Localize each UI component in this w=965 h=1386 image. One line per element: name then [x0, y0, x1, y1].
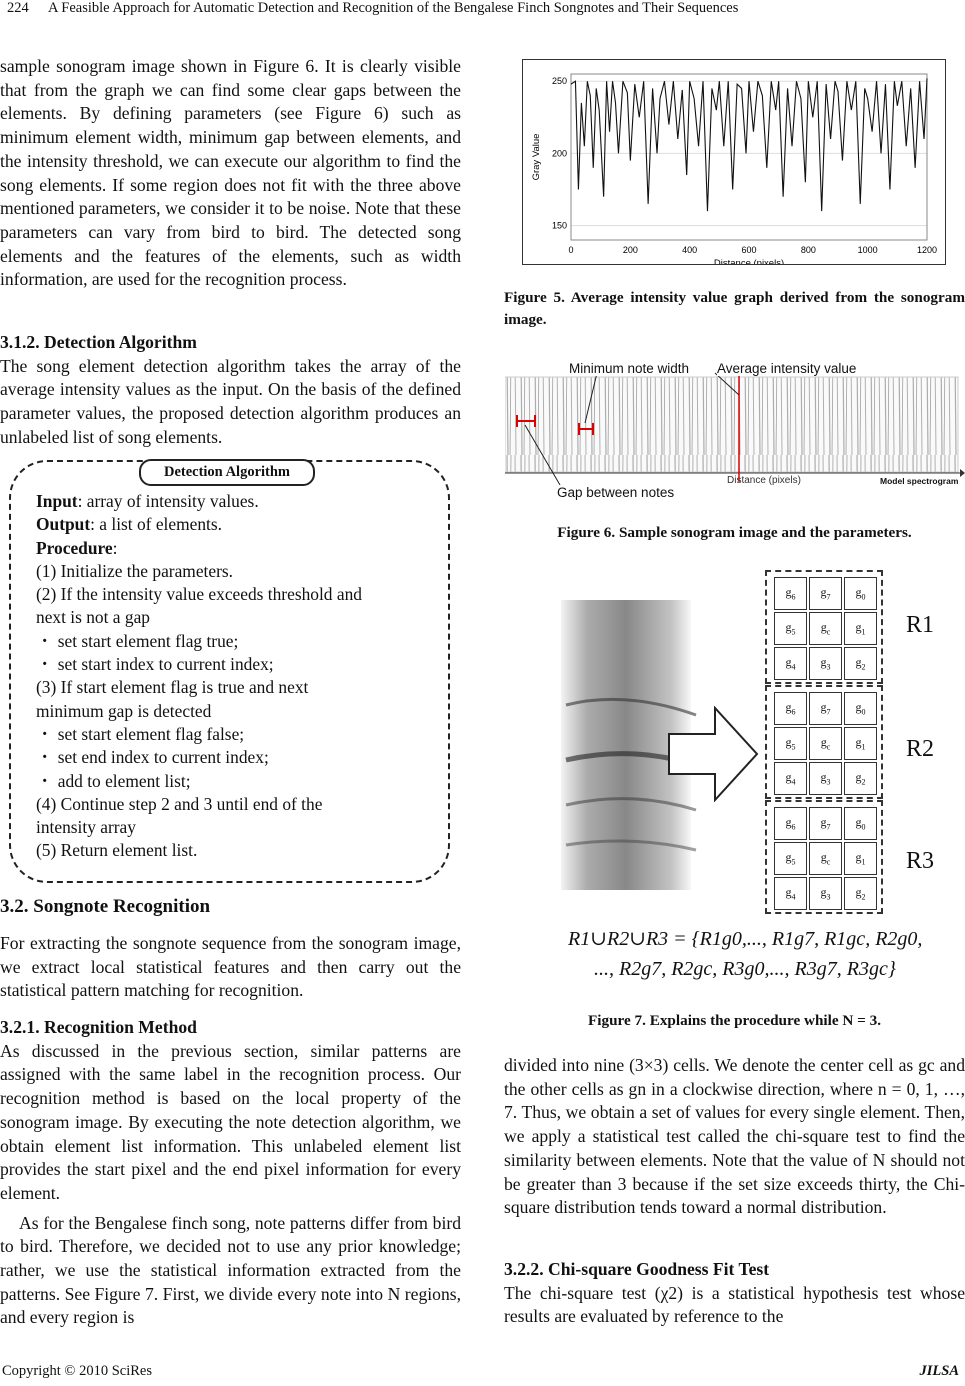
paragraph-7: The chi-square test (χ2) is a statistical hypothesis test whose results are evaluated by reference to the	[504, 1282, 965, 1327]
grid-cell: $g_5$	[774, 612, 807, 645]
region-label-r3: R3	[906, 848, 935, 874]
algorithm-tag: Detection Algorithm	[139, 459, 315, 486]
algo-line: ・ set end index to current index;	[36, 747, 269, 768]
grid-cell: $g_1$	[844, 842, 877, 875]
algo-line: minimum gap is detected	[36, 700, 212, 721]
grid-cell: $g_7$	[809, 692, 842, 725]
grid-cell: $g_1$	[844, 727, 877, 760]
grid-cell: $g_3$	[809, 647, 842, 680]
x-tick-label: 600	[741, 245, 757, 255]
grid-cell: $g_3$	[809, 877, 842, 910]
procedure-colon: :	[112, 537, 118, 558]
y-tick-label: 200	[551, 148, 567, 159]
region-grid-1	[765, 570, 883, 684]
section-3-2-1	[0, 1016, 461, 1330]
equation-line-2: ..., R2g7, R2gc, R3g0,..., R3g7, R3gc}	[594, 958, 896, 980]
grid-cell: $g_6$	[774, 577, 807, 610]
algo-line: (4) Continue step 2 and 3 until end of the	[36, 793, 323, 814]
grid-cell: $g_1$	[844, 612, 877, 645]
paragraph-6: divided into nine (3×3) cells. We denote the center cell as gc and the other cells as gn in a clockwise direction, where n = 0, 1, …, 7. Thus, we obtain a set of values for every single element. Then, we apply a statistical test called the chi-square test to find the similarity between elements. Note that the value of N should not be greater than 3 because if the set size exceeds thirty, the Chi-square distribution tends toward a normal distribution.	[504, 1055, 965, 1218]
section-3-1-2	[0, 331, 461, 450]
plot-area	[571, 74, 927, 240]
x-tick-label: 200	[622, 245, 638, 255]
label-avg-intensity: Average intensity value	[717, 361, 857, 376]
grid-cell: $g_2$	[844, 877, 877, 910]
figure-6-caption: Figure 6. Sample sonogram image and the parameters.	[557, 524, 912, 541]
algo-line: next is not a gap	[36, 607, 150, 628]
x-tick-label: 800	[800, 245, 816, 255]
grid-cell: $g_6$	[774, 807, 807, 840]
grid-cell: $g_6$	[774, 692, 807, 725]
algo-line: (2) If the intensity value exceeds threshold and	[36, 584, 362, 605]
algo-line: ・ set start element flag false;	[36, 723, 245, 744]
label-model: Model spectrogram	[880, 476, 959, 486]
grid-cell: $g_c$	[809, 612, 842, 645]
grid-cell: $g_0$	[844, 807, 877, 840]
algo-line: ・ add to element list;	[36, 770, 191, 791]
x-tick-label: 1200	[916, 245, 938, 255]
grid-cell: $g_5$	[774, 842, 807, 875]
procedure-label: Procedure	[36, 537, 113, 558]
region-label-r2: R2	[906, 736, 935, 762]
grid-cell: $g_c$	[809, 842, 842, 875]
grid-cell: $g_4$	[774, 647, 807, 680]
y-axis-label: Gray Value	[531, 133, 542, 181]
left-column	[0, 55, 461, 292]
figure-5-caption: Figure 5. Average intensity value graph derived from the sonogram image.	[504, 289, 965, 328]
heading-3-2: 3.2. Songnote Recognition	[0, 896, 211, 917]
algo-line: ・ set start index to current index;	[36, 654, 274, 675]
paragraph-2: The song element detection algorithm takes the array of the average intensity values as the input. On the basis of the defined parameter values, the proposed detection algorithm produces an unlabeled list of song elements.	[0, 355, 461, 447]
figure-5-frame	[522, 59, 946, 265]
grid-cell: $g_5$	[774, 727, 807, 760]
algorithm-content	[36, 490, 436, 863]
label-min-width: Minimum note width	[569, 361, 690, 376]
output-label: Output	[36, 514, 91, 535]
section-3-2-2	[504, 1258, 965, 1329]
paragraph-4: As discussed in the previous section, similar patterns are assigned with the same label in the recognition process. Our recognition method is based on the local property of the sonogram image. By executing the note detection algorithm, we obtain element list information. This unlabeled element list provides the start pixel and the end pixel information for every element.	[0, 1040, 461, 1203]
x-tick-label: 0	[568, 245, 574, 255]
page-number: 224	[7, 0, 29, 16]
grid-cell: $g_7$	[809, 577, 842, 610]
algo-line: intensity array	[36, 817, 136, 838]
x-axis-label: Distance (pixels)	[713, 258, 785, 264]
equation-line-1: R1∪R2∪R3 = {R1g0,..., R1g7, R1gc, R2g0,	[568, 928, 923, 950]
x-tick-label: 1000	[857, 245, 878, 255]
algo-line: (3) If start element flag is true and next	[36, 677, 309, 698]
grid-cell: $g_0$	[844, 692, 877, 725]
grid-cell: $g_4$	[774, 877, 807, 910]
y-tick-label: 150	[551, 220, 567, 231]
grid-cell: $g_4$	[774, 762, 807, 795]
x-tick-label: 400	[682, 245, 698, 255]
input-text: : array of intensity values.	[77, 491, 259, 511]
right-body	[504, 1054, 965, 1220]
output-text: : a list of elements.	[90, 514, 222, 535]
grid-cell: $g_2$	[844, 762, 877, 795]
footer-copyright: Copyright © 2010 SciRes	[2, 1363, 152, 1379]
region-label-r1: R1	[906, 612, 935, 638]
figure-6	[505, 355, 965, 500]
input-label: Input	[36, 491, 78, 511]
label-distance: Distance (pixels)	[727, 475, 801, 486]
region-grid-2	[765, 685, 883, 799]
grid-cell: $g_c$	[809, 727, 842, 760]
intensity-chart	[523, 60, 945, 264]
arrow-icon	[667, 706, 759, 807]
series-line	[571, 78, 927, 211]
algo-line: ・ set start element flag true;	[36, 630, 239, 651]
section-3-2-body	[0, 932, 461, 1003]
heading-3-1-2: 3.1.2. Detection Algorithm	[0, 332, 197, 352]
footer-journal: JILSA	[919, 1363, 959, 1379]
section-3-2	[0, 896, 461, 918]
y-tick-label: 250	[551, 76, 567, 87]
algo-line: (5) Return element list.	[36, 840, 198, 861]
paragraph-3: For extracting the songnote sequence from the sonogram image, we extract local statistical features and then carry out the statistical pattern matching for recognition.	[0, 933, 461, 1001]
heading-3-2-1: 3.2.1. Recognition Method	[0, 1017, 197, 1037]
label-gap: Gap between notes	[557, 485, 675, 500]
region-grid-3	[765, 800, 883, 914]
paragraph-5: As for the Bengalese finch song, note patterns differ from bird to bird. Therefore, we decided not to use any prior knowledge; rather, we use the statistical information extracted from the patterns. See Figure 7. First, we divide every note into N regions, and every region is	[0, 1212, 461, 1328]
paragraph-1: sample sonogram image shown in Figure 6. It is clearly visible that from the graph we can find some clear gaps between the elements. By defining parameters (see Figure 6) such as minimum element width, minimum gap between elements, and the intensity threshold, we can execute our algorithm to find the song elements. If some region does not fit with the three above mentioned parameters, we consider it to be noise. Note that these parameters can vary from bird to bird. The detected song elements and the features of the elements, such as width information, are used for the recognition process.	[0, 56, 461, 290]
grid-cell: $g_7$	[809, 807, 842, 840]
grid-cell: $g_3$	[809, 762, 842, 795]
running-title: A Feasible Approach for Automatic Detection and Recognition of the Bengalese Finch Songnotes and Their Sequences	[48, 0, 739, 16]
algo-line: (1) Initialize the parameters.	[36, 560, 233, 581]
grid-cell: $g_2$	[844, 647, 877, 680]
heading-3-2-2: 3.2.2. Chi-square Goodness Fit Test	[504, 1259, 770, 1279]
figure-7-caption: Figure 7. Explains the procedure while N = 3.	[587, 1012, 881, 1029]
grid-cell: $g_0$	[844, 577, 877, 610]
